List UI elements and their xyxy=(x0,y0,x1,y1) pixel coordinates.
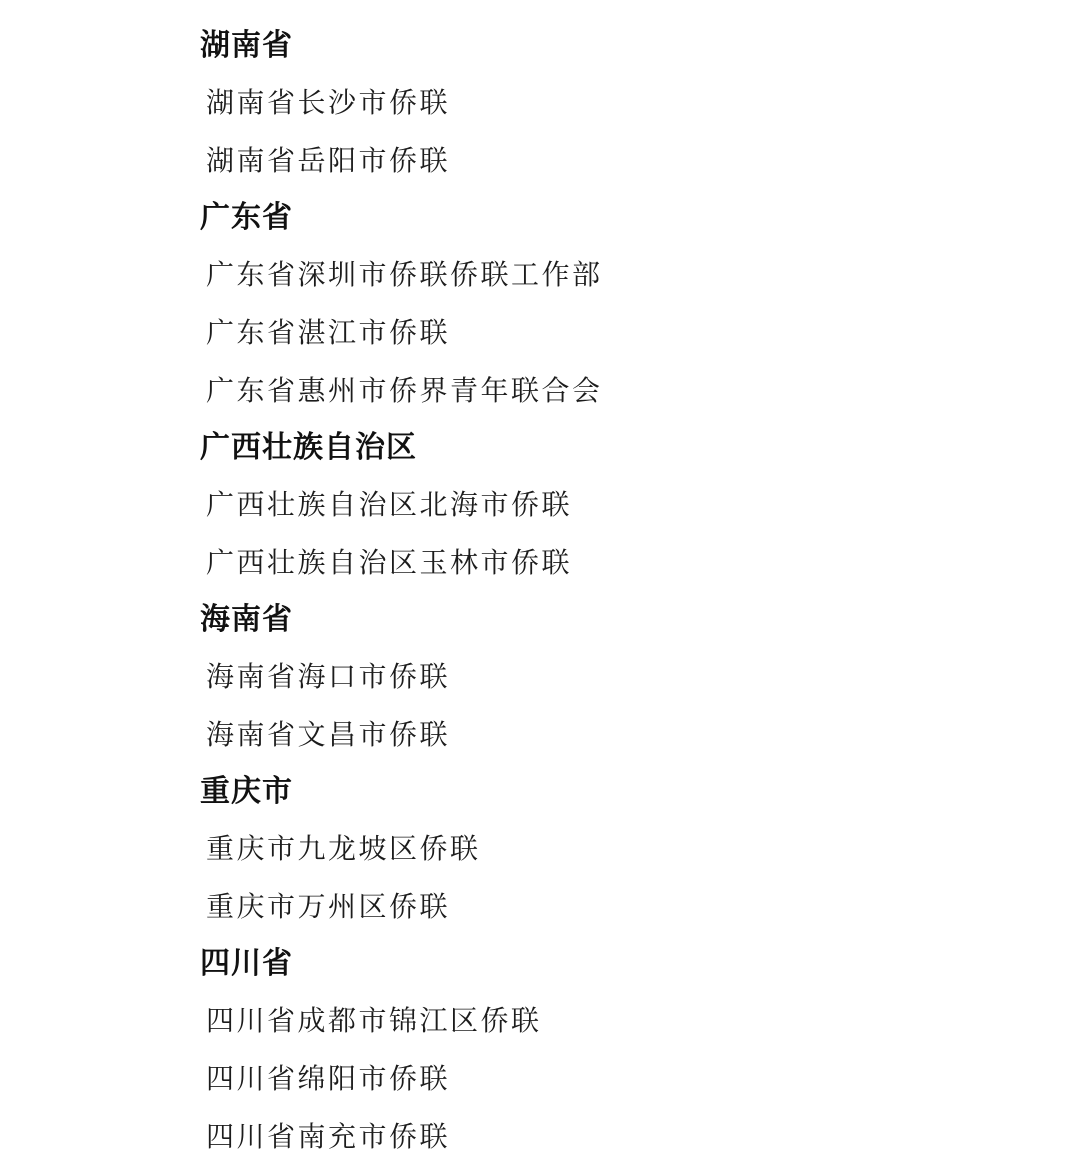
province-group-sichuan xyxy=(198,936,1040,1166)
list-item: 广东省惠州市侨界青年联合会 xyxy=(206,374,603,407)
list-item: 广东省深圳市侨联侨联工作部 xyxy=(206,258,603,291)
province-heading: 广东省 xyxy=(200,200,293,235)
province-group-guangxi xyxy=(198,420,1040,592)
province-group-hunan xyxy=(198,18,1040,190)
list-item: 湖南省长沙市侨联 xyxy=(206,86,451,119)
list-item: 四川省南充市侨联 xyxy=(206,1120,451,1153)
province-heading: 湖南省 xyxy=(200,28,293,63)
list-item: 广西壮族自治区北海市侨联 xyxy=(206,488,573,521)
province-group-chongqing xyxy=(198,764,1040,936)
province-group-guangdong xyxy=(198,190,1040,420)
list-item: 湖南省岳阳市侨联 xyxy=(206,144,451,177)
list-item: 四川省绵阳市侨联 xyxy=(206,1062,451,1095)
province-heading: 广西壮族自治区 xyxy=(200,430,417,465)
list-item: 四川省成都市锦江区侨联 xyxy=(206,1004,542,1037)
province-heading: 四川省 xyxy=(200,946,293,981)
province-heading: 海南省 xyxy=(200,602,293,637)
list-item: 海南省海口市侨联 xyxy=(206,660,451,693)
list-item: 海南省文昌市侨联 xyxy=(206,718,451,751)
list-item: 重庆市万州区侨联 xyxy=(206,890,451,923)
list-item: 重庆市九龙坡区侨联 xyxy=(206,832,481,865)
province-heading: 重庆市 xyxy=(200,774,293,809)
province-group-hainan xyxy=(198,592,1040,764)
list-item: 广东省湛江市侨联 xyxy=(206,316,451,349)
list-item: 广西壮族自治区玉林市侨联 xyxy=(206,546,573,579)
